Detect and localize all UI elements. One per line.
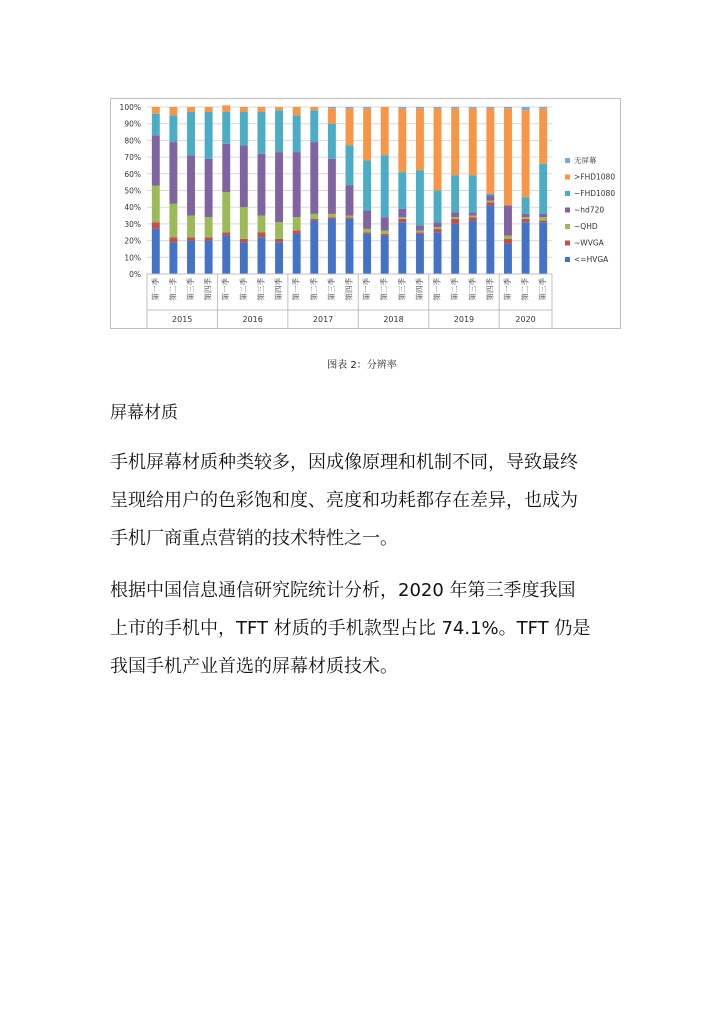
bar-segment (152, 135, 160, 185)
legend-label: 无屏幕 (574, 156, 597, 165)
bar-segment (257, 216, 265, 233)
bar-segment (187, 216, 195, 238)
bar-segment (469, 175, 477, 212)
bar-segment (363, 109, 371, 161)
bar-segment (451, 217, 459, 219)
bar-segment (275, 242, 283, 274)
bar-segment (187, 155, 195, 215)
bar-segment (205, 237, 213, 240)
bar-segment (293, 231, 301, 234)
y-tick-label: 50% (124, 186, 141, 196)
bar-segment (257, 237, 265, 274)
legend-swatch (565, 191, 570, 196)
legend-swatch (565, 175, 570, 180)
bar-segment (486, 202, 494, 205)
bar-segment (398, 107, 406, 109)
bar-segment (451, 109, 459, 176)
bar-segment (240, 112, 248, 145)
bar-segment (539, 214, 547, 217)
x-tick-label: 第三季 (326, 278, 336, 301)
bar-segment (205, 112, 213, 159)
y-tick-label: 10% (124, 253, 141, 263)
x-tick-label: 第四季 (485, 278, 495, 301)
x-tick-label: 第四季 (414, 278, 424, 301)
bar-segment (539, 221, 547, 223)
bar-segment (398, 209, 406, 217)
legend-swatch (565, 208, 570, 213)
bar-segment (504, 107, 512, 109)
bar-segment (416, 234, 424, 274)
bar-segment (328, 124, 336, 159)
bar-segment (187, 241, 195, 274)
bar-segment (293, 152, 301, 217)
bar-segment (363, 234, 371, 274)
y-tick-label: 70% (124, 153, 141, 163)
y-tick-label: 100% (119, 103, 141, 112)
section-title: 屏幕材质 (110, 403, 178, 423)
bar-segment (346, 145, 354, 185)
bar-segment (152, 114, 160, 136)
y-tick-label: 20% (124, 236, 141, 246)
bar-segment (522, 110, 530, 197)
paragraph-1-line: 手机屏幕材质种类较多，因成像原理和机制不同，导致最终 (110, 452, 578, 473)
bar-segment (293, 234, 301, 274)
bar-segment (434, 229, 442, 232)
bar-segment (416, 107, 424, 109)
bar-segment (152, 107, 160, 114)
bar-segment (451, 224, 459, 274)
bar-segment (486, 107, 494, 109)
bar-segment (434, 109, 442, 191)
bar-segment (451, 107, 459, 109)
bar-segment (504, 239, 512, 244)
resolution-chart (110, 98, 621, 329)
x-tick-label: 第一季 (221, 278, 231, 301)
bar-segment (416, 231, 424, 233)
y-tick-label: 80% (124, 136, 141, 146)
bar-segment (363, 160, 371, 210)
bar-segment (346, 185, 354, 215)
bar-segment (381, 155, 389, 217)
bar-segment (222, 112, 230, 144)
bar-segment (275, 222, 283, 239)
bar-segment (486, 206, 494, 274)
bar-segment (275, 107, 283, 110)
bar-segment (169, 204, 177, 237)
bar-segment (257, 154, 265, 216)
bar-segment (398, 109, 406, 172)
bar-segment (169, 142, 177, 204)
bar-segment (363, 107, 371, 109)
bar-segment (222, 232, 230, 235)
bar-segment (504, 236, 512, 239)
bar-segment (469, 212, 477, 215)
bar-segment (275, 152, 283, 222)
bar-segment (363, 211, 371, 229)
paragraph-2-line: 我国手机产业首选的屏幕材质技术。 (110, 656, 398, 677)
bar-segment (328, 219, 336, 274)
bar-segment (504, 244, 512, 274)
bar-segment (240, 207, 248, 239)
bar-segment (522, 222, 530, 274)
bar-segment (205, 217, 213, 237)
bar-segment (469, 216, 477, 218)
bar-segment (152, 229, 160, 274)
bar-segment (398, 172, 406, 209)
bar-segment (205, 159, 213, 217)
bar-segment (310, 221, 318, 274)
legend-swatch (565, 224, 570, 229)
y-tick-label: 40% (124, 203, 141, 213)
bar-segment (187, 237, 195, 240)
bar-segment (381, 231, 389, 234)
bar-segment (169, 242, 177, 274)
bar-segment (469, 109, 477, 176)
bar-segment (486, 196, 494, 201)
bar-segment (522, 197, 530, 214)
legend-swatch (565, 158, 570, 163)
x-tick-label: 第二季 (379, 278, 389, 301)
bar-segment (416, 109, 424, 171)
year-label: 2019 (453, 315, 475, 324)
bar-segment (486, 201, 494, 203)
bar-segment (328, 214, 336, 217)
bar-segment (434, 107, 442, 109)
bar-segment (451, 212, 459, 217)
bar-segment (240, 145, 248, 207)
legend-swatch (565, 241, 570, 246)
bar-segment (486, 194, 494, 196)
bar-segment (328, 107, 336, 109)
bar-segment (169, 115, 177, 142)
bar-segment (257, 232, 265, 237)
bar-segment (222, 236, 230, 274)
legend-label: ~QHD (574, 222, 598, 231)
bar-segment (328, 109, 336, 124)
legend-label: <=HVGA (574, 255, 609, 264)
bar-segment (434, 227, 442, 229)
bar-segment (451, 219, 459, 224)
bar-segment (522, 214, 530, 217)
bar-segment (434, 232, 442, 274)
bar-segment (240, 107, 248, 112)
legend-label: ~WVGA (574, 238, 604, 248)
figure-caption: 图表 2：分辨率 (327, 360, 397, 371)
bar-segment (222, 105, 230, 112)
x-tick-label: 第三季 (538, 278, 548, 301)
bar-segment (381, 234, 389, 236)
bar-segment (169, 237, 177, 242)
bar-segment (522, 107, 530, 110)
bar-segment (381, 217, 389, 230)
x-tick-label: 第一季 (502, 278, 512, 301)
bar-segment (240, 242, 248, 274)
bar-segment (539, 217, 547, 220)
paragraph-1-line: 呈现给用户的色彩饱和度、亮度和功耗都存在差异，也成为 (110, 490, 578, 511)
year-label: 2018 (383, 315, 404, 324)
bar-segment (240, 239, 248, 242)
bar-segment (398, 217, 406, 219)
bar-segment (381, 107, 389, 155)
x-tick-label: 第四季 (274, 278, 284, 301)
bar-segment (187, 107, 195, 112)
bar-segment (346, 216, 354, 218)
year-label: 2017 (312, 315, 334, 324)
legend-swatch (565, 257, 570, 262)
bar-segment (346, 107, 354, 109)
x-tick-label: 第一季 (150, 278, 160, 301)
bar-segment (275, 239, 283, 242)
bar-segment (522, 217, 530, 219)
paragraph-2 (110, 572, 630, 686)
bar-segment (363, 229, 371, 232)
bar-segment (169, 107, 177, 115)
bar-segment (293, 107, 301, 115)
bar-segment (310, 142, 318, 214)
x-tick-label: 第二季 (309, 278, 319, 301)
bar-segment (434, 191, 442, 223)
bar-segment (398, 222, 406, 274)
bar-segment (310, 219, 318, 221)
bar-segment (310, 214, 318, 219)
legend-label: ~hd720 (574, 205, 605, 215)
y-tick-label: 90% (124, 119, 141, 129)
x-tick-label: 第三季 (186, 278, 196, 301)
y-tick-label: 0% (129, 270, 141, 279)
bar-segment (539, 222, 547, 274)
bar-segment (504, 206, 512, 236)
bar-segment (222, 144, 230, 192)
bar-segment (416, 170, 424, 225)
bar-segment (257, 107, 265, 112)
bar-segment (205, 241, 213, 274)
x-tick-label: 第三季 (467, 278, 477, 301)
bar-segment (293, 217, 301, 230)
x-tick-label: 第三季 (256, 278, 266, 301)
paragraph-1 (110, 444, 630, 558)
x-tick-label: 第二季 (168, 278, 178, 301)
bar-segment (346, 217, 354, 219)
bar-segment (328, 217, 336, 219)
bar-segment (416, 226, 424, 231)
bar-segment (363, 232, 371, 234)
bar-segment (310, 107, 318, 110)
stacked-bar-chart-svg (111, 99, 620, 328)
bar-segment (381, 236, 389, 274)
bar-segment (293, 115, 301, 152)
bar-segment (486, 109, 494, 194)
paragraph-1-line: 手机厂商重点营销的技术特性之一。 (110, 528, 398, 549)
bar-segment (522, 219, 530, 222)
x-tick-label: 第一季 (362, 278, 372, 301)
legend-label: >FHD1080 (574, 172, 616, 182)
y-tick-label: 30% (124, 219, 141, 229)
bar-segment (539, 109, 547, 164)
bar-segment (222, 192, 230, 232)
bar-segment (310, 110, 318, 142)
x-tick-label: 第四季 (203, 278, 213, 301)
bar-segment (275, 110, 283, 152)
x-tick-label: 第二季 (238, 278, 248, 301)
bar-segment (328, 159, 336, 214)
x-tick-label: 第一季 (291, 278, 301, 301)
bar-segment (257, 112, 265, 154)
bar-segment (539, 107, 547, 109)
bar-segment (469, 107, 477, 109)
bar-segment (539, 164, 547, 214)
year-label: 2015 (172, 315, 193, 324)
bar-segment (469, 217, 477, 220)
x-tick-label: 第二季 (520, 278, 530, 301)
bar-segment (152, 222, 160, 229)
legend-label: ~FHD1080 (574, 189, 616, 198)
bar-segment (469, 221, 477, 274)
x-tick-label: 第一季 (432, 278, 442, 301)
paragraph-2-line: 根据中国信息通信研究院统计分析，2020 年第三季度我国 (110, 580, 576, 601)
bar-segment (416, 232, 424, 234)
x-tick-label: 第三季 (397, 278, 407, 301)
x-tick-label: 第二季 (450, 278, 460, 301)
bar-segment (504, 109, 512, 206)
bar-segment (187, 112, 195, 155)
year-label: 2020 (515, 315, 536, 324)
bar-segment (346, 219, 354, 274)
bar-segment (434, 222, 442, 227)
x-tick-label: 第四季 (344, 278, 354, 301)
bar-segment (398, 219, 406, 222)
y-tick-label: 60% (124, 169, 141, 179)
bar-segment (346, 109, 354, 146)
bar-segment (152, 185, 160, 222)
year-label: 2016 (242, 315, 263, 324)
paragraph-2-line: 上市的手机中，TFT 材质的手机款型占比 74.1%。TFT 仍是 (110, 618, 591, 639)
bar-segment (205, 107, 213, 112)
bar-segment (451, 175, 459, 212)
